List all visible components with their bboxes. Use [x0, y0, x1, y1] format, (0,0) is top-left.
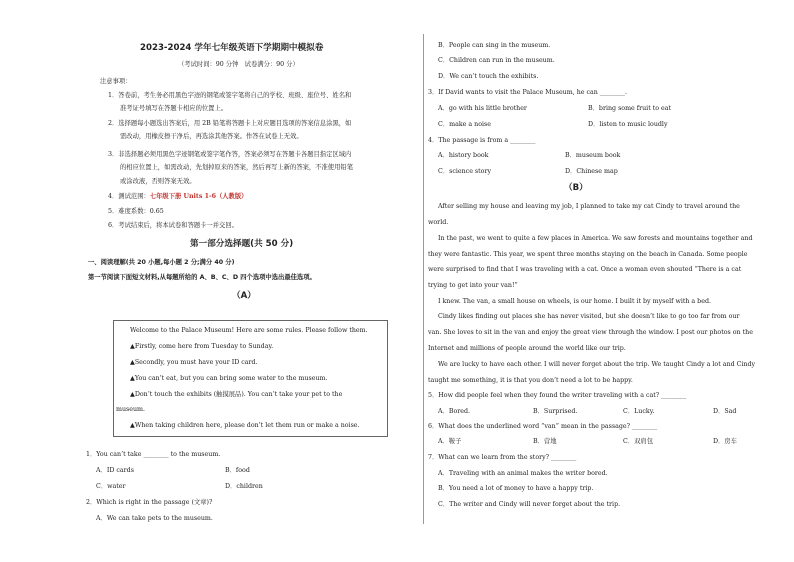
option: D．listen to music loudly [588, 121, 668, 128]
notes-label: 注意事项： [100, 78, 132, 85]
notice-line: ▲When taking children here, please don’t let them run or make a noise. [130, 422, 360, 429]
option: B．bring some fruit to eat [588, 105, 672, 112]
passage-line: world. [428, 219, 449, 226]
option: B．营地 [533, 438, 557, 445]
question-5: 5．How did people feel when they found the writer traveling with a cat? ________ [428, 392, 687, 399]
option: A．鞍子 [438, 438, 462, 445]
option: C．The writer and Cindy will never forget about the trip. [438, 501, 621, 508]
question-6: 6．What does the underlined word “van” mean in the passage? ________ [428, 423, 658, 430]
option: C．Lucky. [623, 408, 655, 415]
option: D．房车 [713, 438, 737, 445]
option: A．Traveling with an animal makes the writer bored. [438, 470, 608, 477]
option: C．science story [438, 168, 492, 175]
passage-line: Cindy likes finding out places she has never visited, but she doesn’t like to go too far from our [438, 313, 740, 320]
note-label: 4．测试范围： [108, 193, 150, 200]
notice-line: Welcome to the Palace Museum! Here are some rules. Please follow them. [130, 327, 368, 334]
option: B．Surprised. [533, 408, 578, 415]
question-7: 7．What can we learn from the story? ________ [428, 454, 577, 461]
part-heading: 第一部分选择题(共 50 分) [190, 239, 294, 249]
notice-line: ▲Don’t touch the exhibits (触摸展品). You can’t take your pet to the [130, 391, 343, 398]
column-divider [423, 34, 424, 524]
option: B．museum book [565, 152, 621, 159]
passage-line: van. She loves to sit in the van and enjoy the great view through the window. I post our photos on the [428, 329, 753, 336]
option: D．children [225, 483, 263, 490]
passage-line: were surprised to find that I was traveling with a cat. Once a woman even shouted “There is a cat [428, 266, 742, 273]
question-3: 3．If David wants to visit the Palace Museum, he can ________. [428, 89, 628, 96]
option: D．Chinese map [565, 168, 618, 175]
passage-line: Internet and millions of people around the world like our trip. [428, 345, 626, 352]
note-line: 1．答卷前，考生务必用黑色字迹的钢笔或签字笔将自己的学校、班级、座位号、姓名和 [108, 92, 352, 99]
note-line: 2．选择题每小题选出答案后，用 2B 铅笔将答题卡上对应题目选项的答案信息涂黑，如 [108, 120, 352, 127]
section-heading: 一、阅读理解(共 20 小题,每小题 2 分;满分 40 分) [88, 259, 235, 266]
passage-line: taught me something, it is that you don’t need a lot to be happy. [428, 377, 633, 384]
option: A．Bored. [438, 408, 471, 415]
note-line: 的相应位置上，如需改动，先划掉原来的答案，然后再写上新的答案，不准使用铅笔 [120, 164, 353, 171]
note-line: 需改动，用橡皮擦干净后，再选涂其他答案。作答在试卷上无效。 [120, 133, 303, 140]
notice-line: ▲Secondly, you must have your ID card. [130, 359, 258, 366]
option: C．Children can run in the museum. [438, 57, 555, 64]
exam-title: 2023-2024 学年七年级英语下学期期中模拟卷 [140, 43, 324, 53]
passage-line: trying to get into your van!” [428, 282, 518, 289]
exam-subtitle: （考试时间：90 分钟 试卷满分：90 分） [178, 61, 299, 68]
option: A．ID cards [96, 467, 134, 474]
passage-line: In the past, we went to quite a few places in America. We saw forests and mountains together and [438, 235, 753, 242]
notice-line: museum. [116, 406, 146, 413]
note-line: 6．考试结束后，将本试卷和答题卡一并交回。 [108, 222, 238, 229]
option: B．You need a lot of money to have a happy trip. [438, 485, 594, 492]
question-4: 4．The passage is from a ________ [428, 137, 536, 144]
option: C．water [96, 483, 126, 490]
passage-line: they were fantastic. This year, we spent three months staying on the beach in Canada. Some people [428, 251, 748, 258]
notice-line: ▲You can’t eat, but you can bring some water to the museum. [130, 375, 328, 382]
question-1: 1．You can’t take ________ to the museum. [86, 451, 221, 458]
passage-a-label: （A） [232, 291, 256, 301]
option: C．双肩包 [623, 438, 654, 445]
option: B．food [225, 467, 250, 474]
notice-line: ▲Firstly, come here from Tuesday to Sunday. [130, 343, 274, 350]
note-line: 3．非选择题必须用黑色字迹钢笔或签字笔作答，答案必须写在答题卡各题目指定区域内 [108, 151, 352, 158]
passage-line: After selling my house and leaving my job, I planned to take my cat Cindy to travel around the [438, 203, 740, 210]
test-scope: 七年级下册 Units 1-6（人教版） [149, 193, 248, 200]
note-line: 或涂改液，否则答案无效。 [120, 178, 196, 185]
passage-line: We are lucky to have each other. I will never forget about the trip. We taught Cindy a lot and Cindy [438, 361, 756, 368]
note-line: 准考证号填写在答题卡相应的位置上。 [120, 105, 228, 112]
option: D．We can’t touch the exhibits. [438, 73, 539, 80]
option: A．We can take pets to the museum. [96, 515, 213, 522]
option: B．People can sing in the museum. [438, 42, 551, 49]
option: D．Sad [713, 408, 737, 415]
question-2: 2．Which is right in the passage (文章)? [86, 499, 213, 506]
passage-b-label: （B） [564, 183, 588, 193]
note-line [108, 193, 247, 201]
option: C．make a noise [438, 121, 491, 128]
section-instruction: 第一节阅读下面短文材料,从每题所给的 A、B、C、D 四个选项中选出最佳选项。 [88, 274, 316, 281]
passage-line: I knew. The van, a small house on wheels, is our home. I built it by myself with a bed. [438, 298, 711, 305]
option: A．go with his little brother [438, 105, 527, 112]
option: A．history book [438, 152, 489, 159]
note-line: 5．难度系数：0.65 [108, 208, 164, 215]
